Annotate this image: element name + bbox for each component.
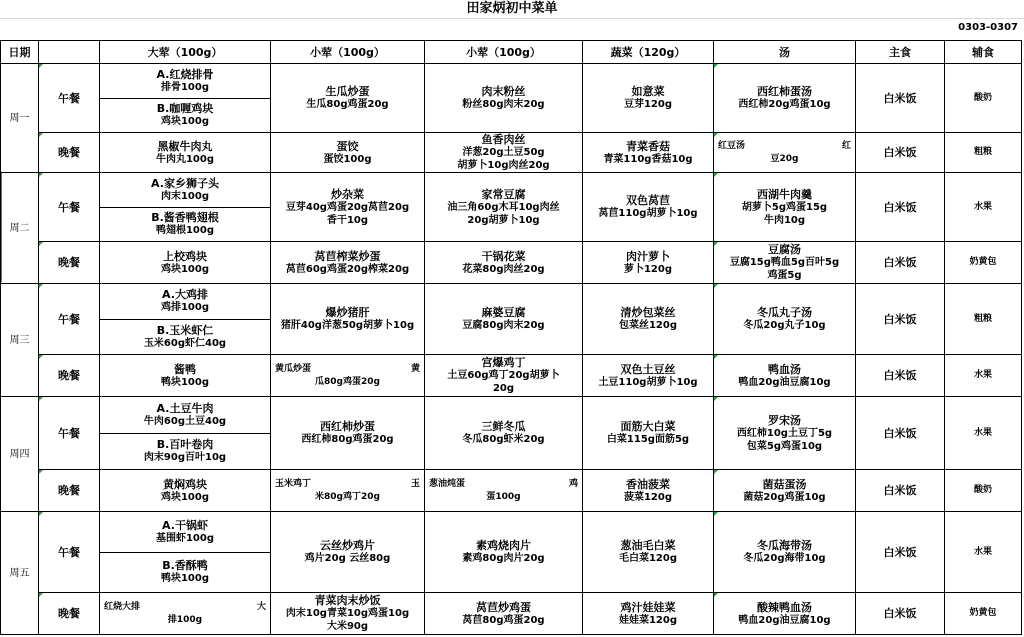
soup-ingredients: 胡萝卜5g鸡蛋15g (741, 201, 828, 213)
small-meat-1-left: 黄瓜炒蛋 (275, 363, 312, 374)
vegetable-ingredients: 豆芽120g (623, 99, 673, 110)
soup-cell[interactable] (714, 355, 856, 397)
menu-row-lunch (1, 64, 1022, 133)
menu-row-dinner (1, 242, 1022, 284)
big-meat-cell[interactable] (100, 133, 271, 173)
staple-cell[interactable]: 白米饭 (856, 173, 945, 242)
small-meat-1-cell[interactable] (271, 133, 425, 173)
big-meat-ingredients: 鸡块100g (160, 491, 210, 503)
big-meat-right: 大 (256, 601, 266, 612)
soup-name: 冬瓜丸子汤 (757, 306, 812, 319)
small-meat-1-name: 青菜肉末炒饭 (314, 594, 381, 607)
soup-name: 豆腐汤 (768, 243, 801, 256)
day-cell[interactable]: 周四 (1, 397, 39, 512)
soup-ingredients: 冬瓜20g海带10g (743, 553, 826, 564)
menu-row-lunch (1, 512, 1022, 593)
soup-cell[interactable] (714, 64, 856, 133)
small-meat-1-cell[interactable] (271, 173, 425, 242)
soup-ingredients: 鸭血20g油豆腐10g (738, 614, 831, 626)
small-meat-2-ingredients: 豆腐80g肉末20g (462, 320, 545, 331)
soup-name: 菌菇蛋汤 (762, 477, 807, 491)
big-meat-ingredients: 鸭块100g (160, 376, 210, 388)
soup-cell[interactable] (714, 512, 856, 593)
menu-row-dinner (1, 355, 1022, 397)
staple-cell[interactable]: 白米饭 (856, 284, 945, 355)
soup-ingredients-2: 牛肉10g (763, 214, 806, 226)
big-meat-option-a (100, 173, 270, 208)
meal-cell[interactable]: 午餐 (39, 173, 100, 242)
vegetable-name: 双色莴苣 (626, 194, 670, 207)
small-meat-2-line2: 蛋100g (486, 491, 521, 502)
small-meat-2-name: 麻婆豆腐 (481, 306, 526, 319)
big-meat-line1 (100, 601, 270, 614)
menu-row-lunch (1, 397, 1022, 470)
small-meat-2-ingredients: 莴苣80g鸡蛋20g (462, 614, 545, 626)
small-meat-1-line1 (271, 363, 424, 376)
vegetable-ingredients: 萝卜120g (623, 263, 673, 275)
meal-cell[interactable]: 晚餐 (39, 133, 100, 173)
soup-cell[interactable] (714, 133, 856, 173)
small-meat-1-ingredients: 生瓜80g鸡蛋20g (306, 99, 389, 110)
small-meat-2-left: 葱油炖蛋 (429, 478, 466, 489)
header-small-meat-1[interactable]: 小荤（100g） (271, 41, 425, 64)
side-cell[interactable]: 奶黄包 (945, 593, 1022, 635)
big-meat-cell[interactable] (100, 470, 271, 512)
big-meat-name: 酱鸭 (174, 362, 196, 376)
small-meat-2-right: 鸡 (568, 478, 578, 489)
small-meat-1-line2: 瓜80g鸡蛋20g (315, 376, 380, 387)
small-meat-2-ingredients: 土豆60g鸡丁20g胡萝卜 (447, 370, 560, 381)
header-side[interactable]: 辅食 (945, 41, 1022, 64)
small-meat-1-cell[interactable] (271, 593, 425, 635)
small-meat-2-ingredients: 粉丝80g肉末20g (462, 99, 545, 110)
big-meat-option-b (100, 553, 270, 593)
vegetable-cell[interactable] (583, 355, 714, 397)
meal-cell[interactable]: 午餐 (39, 512, 100, 593)
small-meat-2-name: 素鸡烧肉片 (476, 539, 531, 552)
option-b-ingredients: 鸭翅根100g (155, 225, 215, 237)
small-meat-2-name: 干锅花菜 (481, 249, 526, 263)
vegetable-cell[interactable] (583, 512, 714, 593)
side-cell[interactable]: 水果 (945, 397, 1022, 470)
side-cell[interactable]: 水果 (945, 512, 1022, 593)
small-meat-2-name: 鱼香肉丝 (481, 133, 526, 146)
option-a-name: A.家乡狮子头 (151, 176, 219, 190)
header-big-meat[interactable]: 大荤（100g） (100, 41, 271, 64)
option-b-ingredients: 玉米60g虾仁40g (143, 337, 227, 349)
small-meat-2-ingredients-2: 20g (492, 383, 515, 394)
big-meat-option-b (100, 434, 270, 470)
small-meat-1-ingredients: 鸡片20g 云丝80g (304, 553, 391, 564)
big-meat-cell[interactable] (100, 397, 271, 470)
header-staple[interactable]: 主食 (856, 41, 945, 64)
big-meat-cell[interactable] (100, 64, 271, 133)
soup-name: 酸辣鸭血汤 (757, 600, 812, 614)
small-meat-2-cell[interactable] (425, 242, 583, 284)
soup-name: 鸭血汤 (768, 362, 801, 376)
small-meat-1-cell[interactable] (271, 64, 425, 133)
staple-cell[interactable]: 白米饭 (856, 355, 945, 397)
meal-cell[interactable]: 午餐 (39, 284, 100, 355)
day-cell[interactable]: 周二 (1, 173, 39, 284)
small-meat-1-cell[interactable] (271, 355, 425, 397)
small-meat-2-cell[interactable] (425, 397, 583, 470)
option-b-name: B.百叶卷肉 (156, 438, 214, 452)
soup-cell[interactable] (714, 593, 856, 635)
small-meat-1-left: 玉米鸡丁 (275, 478, 312, 489)
soup-cell[interactable] (714, 397, 856, 470)
soup-cell[interactable] (714, 242, 856, 284)
big-meat-name: 上校鸡块 (163, 249, 207, 263)
small-meat-2-cell[interactable] (425, 470, 583, 512)
soup-ingredients: 豆腐15g鸭血5g百叶5g (729, 257, 840, 268)
vegetable-cell[interactable] (583, 173, 714, 242)
vegetable-name: 鸡汁娃娃菜 (620, 600, 676, 614)
vegetable-name: 葱油毛白菜 (620, 539, 676, 552)
small-meat-1-cell[interactable] (271, 242, 425, 284)
soup-ingredients: 冬瓜20g丸子10g (743, 320, 826, 331)
menu-row-lunch (1, 284, 1022, 355)
big-meat-cell[interactable] (100, 242, 271, 284)
option-a-ingredients: 肉末100g (160, 190, 210, 202)
small-meat-1-name: 西红柿炒蛋 (320, 420, 375, 433)
soup-right: 红 (841, 140, 851, 151)
vegetable-name: 香油菠菜 (626, 477, 670, 491)
menu-row-dinner (1, 133, 1022, 173)
vegetable-ingredients: 莴苣110g胡萝卜10g (598, 208, 698, 219)
vegetable-name: 如意菜 (631, 85, 665, 98)
staple-cell[interactable]: 白米饭 (856, 133, 945, 173)
small-meat-1-name: 炒杂菜 (331, 187, 364, 201)
small-meat-1-cell[interactable] (271, 512, 425, 593)
option-a-ingredients: 牛肉60g土豆40g (143, 415, 227, 427)
big-meat-cell[interactable] (100, 512, 271, 593)
small-meat-2-cell[interactable] (425, 64, 583, 133)
meal-cell[interactable]: 晚餐 (39, 593, 100, 635)
small-meat-2-ingredients-2: 20g胡萝卜10g (467, 214, 540, 226)
option-b-ingredients: 鸭块100g (160, 573, 210, 585)
small-meat-2-ingredients: 花菜80g肉丝20g (462, 263, 545, 275)
header-row (1, 41, 1022, 64)
soup-ingredients-2: 包菜5g鸡蛋10g (746, 440, 823, 452)
day-cell[interactable]: 周三 (1, 284, 39, 397)
side-cell[interactable]: 酸奶 (945, 64, 1022, 133)
small-meat-2-ingredients: 洋葱20g土豆50g (462, 147, 545, 158)
soup-cell[interactable] (714, 284, 856, 355)
header-date[interactable]: 日期 (1, 41, 39, 64)
vegetable-name: 面筋大白菜 (620, 420, 676, 433)
big-meat-cell[interactable] (100, 173, 271, 242)
meal-cell[interactable]: 午餐 (39, 64, 100, 133)
option-b-name: B.酱香鸭翅根 (151, 211, 219, 225)
small-meat-2-name: 宫爆鸡丁 (481, 356, 526, 369)
small-meat-1-name: 爆炒猪肝 (325, 306, 370, 319)
vegetable-ingredients: 包菜丝120g (618, 320, 678, 331)
soup-name: 冬瓜海带汤 (757, 539, 812, 552)
big-meat-ingredients: 鸡块100g (160, 263, 210, 275)
vegetable-ingredients: 白菜115g面筋5g (606, 434, 690, 445)
soup-name: 西湖牛肉羹 (757, 187, 812, 201)
big-meat-option-b (100, 208, 270, 242)
vegetable-ingredients: 土豆110g胡萝卜10g (598, 376, 698, 388)
soup-ingredients: 西红柿20g鸡蛋10g (738, 99, 831, 110)
small-meat-1-ingredients: 肉末10g青菜10g鸡蛋10g (285, 608, 410, 619)
header-small-meat-2[interactable]: 小荤（100g） (425, 41, 583, 64)
small-meat-1-cell[interactable] (271, 470, 425, 512)
small-meat-2-ingredients: 油三角60g木耳10g肉丝 (447, 201, 560, 213)
big-meat-option-a (100, 64, 270, 99)
small-meat-2-cell[interactable] (425, 512, 583, 593)
big-meat-option-a (100, 512, 270, 553)
soup-ingredients: 菌菇20g鸡蛋10g (743, 491, 826, 503)
option-a-name: A.干锅虾 (162, 518, 208, 532)
vegetable-ingredients: 青菜110g香菇10g (603, 153, 693, 165)
option-b-name: B.玉米虾仁 (156, 323, 214, 337)
vegetable-cell[interactable] (583, 242, 714, 284)
menu-title: 田家炳初中菜单 (0, 0, 1024, 19)
small-meat-2-ingredients: 冬瓜80g虾米20g (462, 434, 545, 445)
menu-table (0, 40, 1022, 635)
small-meat-2-cell[interactable] (425, 355, 583, 397)
vegetable-cell[interactable] (583, 64, 714, 133)
vegetable-name: 清炒包菜丝 (620, 306, 676, 319)
big-meat-option-b (100, 99, 270, 133)
soup-ingredients: 西红柿10g土豆丁5g (736, 427, 833, 439)
header-vegetable[interactable]: 蔬菜（120g） (583, 41, 714, 64)
option-a-ingredients: 基围虾100g (155, 532, 215, 544)
small-meat-1-line1 (271, 478, 424, 491)
soup-cell[interactable] (714, 173, 856, 242)
option-b-name: B.咖喱鸡块 (156, 102, 214, 116)
small-meat-2-name: 三鲜冬瓜 (481, 420, 526, 433)
option-a-name: A.土豆牛肉 (156, 401, 214, 415)
vegetable-name: 双色土豆丝 (620, 362, 676, 376)
small-meat-1-name: 蛋饺 (336, 139, 359, 153)
small-meat-1-ingredients: 蛋饺100g (323, 153, 372, 165)
date-range-code: 0303-0307 (958, 22, 1018, 33)
soup-ingredients-2: 鸡蛋5g (767, 270, 802, 281)
header-soup[interactable]: 汤 (714, 41, 856, 64)
meal-cell[interactable]: 晚餐 (39, 242, 100, 284)
option-b-name: B.香酥鸭 (162, 559, 208, 573)
big-meat-ingredients: 牛肉丸100g (155, 153, 215, 165)
vegetable-cell[interactable] (583, 284, 714, 355)
side-cell[interactable]: 水果 (945, 355, 1022, 397)
small-meat-1-ingredients: 猪肝40g洋葱50g胡萝卜10g (280, 320, 415, 331)
staple-cell[interactable]: 白米饭 (856, 470, 945, 512)
small-meat-2-ingredients: 素鸡80g肉片20g (462, 553, 545, 564)
small-meat-1-ingredients: 莴苣60g鸡蛋20g榨菜20g (285, 263, 410, 275)
small-meat-1-ingredients: 西红柿80g鸡蛋20g (301, 434, 394, 445)
staple-cell[interactable]: 白米饭 (856, 397, 945, 470)
big-meat-option-b (100, 320, 270, 355)
small-meat-1-line2: 米80g鸡丁20g (315, 491, 380, 502)
menu-row-dinner (1, 593, 1022, 635)
small-meat-1-name: 云丝炒鸡片 (320, 539, 375, 552)
soup-line2: 豆20g (770, 153, 799, 164)
small-meat-2-name: 莴苣炒鸡蛋 (476, 600, 531, 614)
small-meat-2-name: 家常豆腐 (481, 187, 526, 201)
side-cell[interactable]: 粗粮 (945, 133, 1022, 173)
small-meat-2-cell[interactable] (425, 133, 583, 173)
vegetable-ingredients: 毛白菜120g (618, 553, 678, 564)
meal-cell[interactable]: 晚餐 (39, 355, 100, 397)
big-meat-line2: 排100g (167, 614, 203, 625)
big-meat-cell[interactable] (100, 355, 271, 397)
small-meat-1-ingredients: 豆芽40g鸡蛋20g莴苣20g (285, 201, 410, 213)
soup-line1 (714, 140, 855, 153)
staple-cell[interactable]: 白米饭 (856, 512, 945, 593)
big-meat-left: 红烧大排 (104, 601, 141, 612)
big-meat-name: 黄焖鸡块 (163, 477, 207, 491)
small-meat-2-name: 肉末粉丝 (481, 85, 526, 98)
small-meat-2-line1 (425, 478, 582, 491)
meal-cell[interactable]: 午餐 (39, 397, 100, 470)
big-meat-name: 黑椒牛肉丸 (157, 139, 213, 153)
meal-cell[interactable]: 晚餐 (39, 470, 100, 512)
option-b-ingredients: 肉末90g百叶10g (143, 452, 227, 464)
soup-name: 罗宋汤 (768, 413, 801, 427)
vegetable-name: 青菜香菇 (626, 139, 670, 153)
staple-cell[interactable]: 白米饭 (856, 593, 945, 635)
side-cell[interactable]: 粗粮 (945, 284, 1022, 355)
day-cell[interactable]: 周一 (1, 64, 39, 173)
small-meat-1-cell[interactable] (271, 284, 425, 355)
soup-name: 西红柿蛋汤 (757, 85, 812, 98)
small-meat-1-right: 黄 (410, 363, 420, 374)
small-meat-1-name: 莴苣榨菜炒蛋 (314, 249, 381, 263)
side-cell[interactable]: 奶黄包 (945, 242, 1022, 284)
small-meat-2-ingredients-2: 胡萝卜10g肉丝20g (457, 160, 550, 171)
small-meat-1-name: 生瓜炒蛋 (325, 85, 370, 98)
soup-left: 红豆汤 (718, 140, 746, 151)
option-a-name: A.大鸡排 (162, 288, 208, 302)
staple-cell[interactable]: 白米饭 (856, 64, 945, 133)
option-a-name: A.红烧排骨 (156, 67, 214, 81)
small-meat-2-cell[interactable] (425, 284, 583, 355)
menu-row-dinner (1, 470, 1022, 512)
soup-cell[interactable] (714, 470, 856, 512)
vegetable-cell[interactable] (583, 133, 714, 173)
side-cell[interactable]: 水果 (945, 173, 1022, 242)
header-blank[interactable] (39, 41, 100, 64)
option-a-ingredients: 排骨100g (160, 81, 210, 93)
small-meat-2-cell[interactable] (425, 593, 583, 635)
small-meat-1-ingredients-2: 大米90g (326, 621, 369, 632)
option-a-ingredients: 鸡排100g (160, 302, 210, 314)
big-meat-option-a (100, 397, 270, 434)
option-b-ingredients: 鸡块100g (160, 116, 210, 128)
small-meat-2-cell[interactable] (425, 173, 583, 242)
staple-cell[interactable]: 白米饭 (856, 242, 945, 284)
small-meat-1-right: 玉 (410, 478, 420, 489)
big-meat-cell[interactable] (100, 593, 271, 635)
small-meat-1-cell[interactable] (271, 397, 425, 470)
small-meat-1-ingredients-2: 香干10g (326, 214, 369, 226)
vegetable-cell[interactable] (583, 397, 714, 470)
big-meat-cell[interactable] (100, 284, 271, 355)
vegetable-ingredients: 娃娃菜120g (618, 614, 678, 626)
vegetable-name: 肉汁萝卜 (626, 249, 670, 263)
day-cell[interactable]: 周五 (1, 512, 39, 635)
side-cell[interactable]: 酸奶 (945, 470, 1022, 512)
soup-ingredients: 鸭血20g油豆腐10g (738, 376, 831, 388)
vegetable-ingredients: 菠菜120g (623, 491, 673, 503)
big-meat-option-a (100, 284, 270, 320)
vegetable-cell[interactable] (583, 470, 714, 512)
vegetable-cell[interactable] (583, 593, 714, 635)
menu-row-lunch (1, 173, 1022, 242)
